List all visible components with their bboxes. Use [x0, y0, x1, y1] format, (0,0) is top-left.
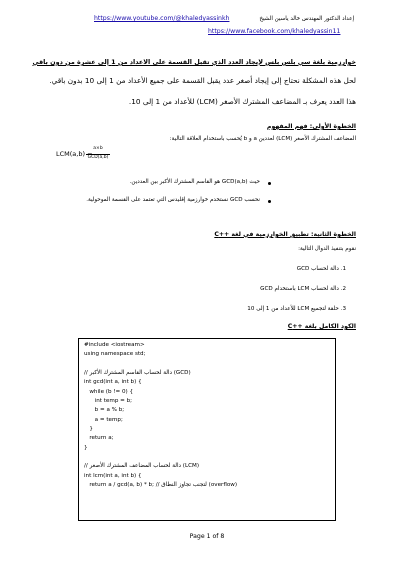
code-line: // دالة لحساب المضاعف المشترك الأصغر (LCM)	[84, 463, 200, 470]
step1-bullet-1: حيث GCD(a,b) هو القاسم المشترك الأكبر بين العددين.	[129, 179, 260, 185]
code-line	[84, 360, 335, 369]
code-line: }	[84, 426, 93, 433]
code-line: a = temp;	[84, 416, 123, 423]
page-number: Page 1 of 8	[189, 533, 225, 540]
intro-line-2: هذا العدد يعرف بـ المضاعف المشترك الأصغر (LCM) للأعداد من 1 إلى 10.	[128, 97, 356, 106]
code-line: b = a % b;	[84, 407, 125, 414]
code-line: int lcm(int a, int b) {	[84, 472, 142, 479]
code-heading: الكود الكامل بلغة ++C	[287, 323, 356, 330]
step2-intro: نقوم بتنفيذ الدوال التالية:	[298, 246, 356, 252]
formula-denominator: GCD(a,b)	[87, 155, 109, 160]
step2-item-2: 2. دالة لحساب LCM باستخدام GCD	[260, 286, 346, 292]
code-line	[84, 453, 335, 462]
fraction-bar	[86, 154, 110, 155]
code-line: // دالة لحساب القاسم المشترك الأكبر (GCD)	[84, 370, 191, 377]
code-line: int temp = b;	[84, 398, 133, 405]
step2-item-3: 3. حلقة لتجميع LCM للأعداد من 1 إلى 10	[247, 306, 346, 312]
formula-numerator: a×b	[93, 146, 103, 151]
step2-heading: الخطوة الثانية: تطبيق الخوارزمية في لغة ++C	[214, 231, 356, 238]
step2-item-1: 1. دالة لحساب GCD	[296, 266, 346, 272]
code-line: using namespace std;	[84, 351, 146, 358]
code-line: }	[84, 444, 88, 451]
facebook-link[interactable]: https://www.facebook.com/khaledyassin11	[208, 28, 341, 35]
document-title: خوارزمية بلغة سي بلس بلس لإيجاد العدد الذي تقبل القسمة على الاعداد من 1 إلى عشرة من دون باقي	[32, 58, 356, 66]
code-line: return a / gcd(a, b) * b; // لتجنب تجاوز النطاق (overflow)	[84, 482, 238, 489]
intro-line-1: لحل هذه المشكلة نحتاج إلى إيجاد أصغر عدد يقبل القسمة على جميع الأعداد من 1 إلى 10 بدون باقي.	[49, 76, 356, 85]
step1-bullet-2: نحسب GCD نستخدم خوارزمية إقليدس التي تعتمد على القسمة الموحولية.	[86, 197, 260, 203]
youtube-link[interactable]: https://www.youtube.com/@khaledyassinkh	[94, 15, 230, 22]
formula-lhs: LCM(a,b) =	[56, 150, 93, 158]
code-line: #include <iostream>	[84, 342, 145, 348]
code-line: while (b != 0) {	[84, 388, 134, 395]
code-line: return a;	[84, 435, 114, 442]
bullet-icon	[268, 200, 271, 203]
bullet-icon	[268, 182, 271, 185]
code-block	[78, 338, 336, 521]
step1-description: المضاعف المشترك الأصغر (LCM) لعددين a و b يُحسب باستخدام العلاقة التالية:	[169, 136, 356, 142]
lcm-formula	[56, 146, 109, 160]
step1-heading: الخطوة الأولى: فهم المفهوم	[266, 123, 356, 130]
code-line: int gcd(int a, int b) {	[84, 379, 142, 386]
author-line: إعداد الدكتور المهندس خالد ياسين الشيخ	[259, 16, 354, 22]
